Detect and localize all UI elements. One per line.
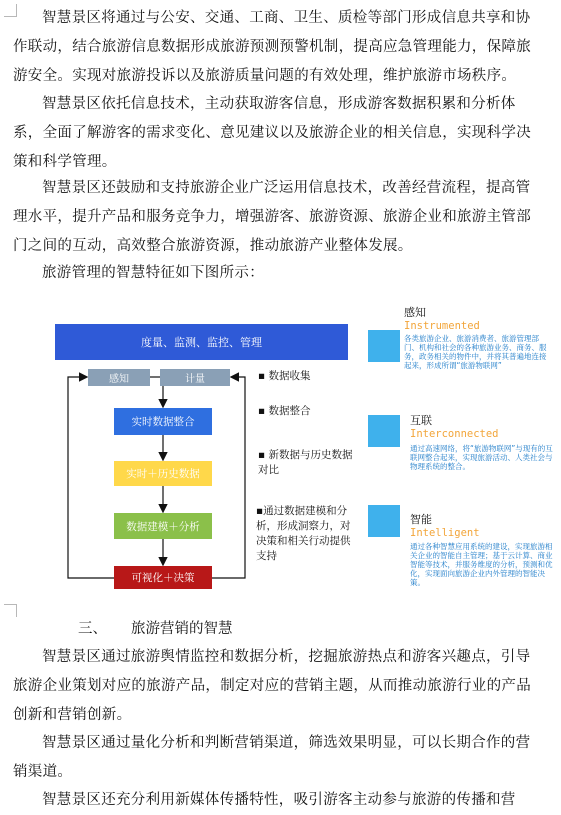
card-english-title: Instrumented xyxy=(404,320,480,332)
step-note: ▪ 数据整合 xyxy=(258,405,311,417)
page-corner-mark xyxy=(4,604,17,617)
card-square-icon xyxy=(368,415,400,447)
feedback-loop-right xyxy=(212,377,245,578)
section-title: 旅游营销的智慧 xyxy=(131,621,233,637)
step-note: ▪ 数据收集 xyxy=(258,370,311,382)
step-realtime-integration: 实时数据整合 xyxy=(114,408,212,435)
card-square-icon xyxy=(368,505,400,537)
step-visualization-decision: 可视化＋决策 xyxy=(114,566,212,589)
section-heading xyxy=(78,616,233,642)
card-description: 各类旅游企业、旅游消费者、旅游管理部门、机构和社会的各种旅游业务、商务、服务，政务相关的物件中，并将其普遍地连接起来，形成所谓“旅游物联网” xyxy=(404,334,547,370)
paragraph: 智慧景区还鼓励和支持旅游企业广泛运用信息技术，改善经营流程，提高管理水平，提升产品和服务竞争力，增强游客、旅游资源、旅游企业和旅游主管部门之间的互动，高效整合旅游资源，推动旅游产业整体发展。 xyxy=(13,180,531,254)
card-english-title: Intelligent xyxy=(410,527,480,539)
card-title: 智能 xyxy=(410,513,432,526)
paragraph: 智慧景区依托信息技术，主动获取游客信息，形成游客数据积累和分析体系，全面了解游客的需求变化、意见建议以及旅游企业的相关信息，实现科学决策和科学管理。 xyxy=(13,96,531,170)
card-square-icon xyxy=(368,330,400,362)
step-note: ▪ 新数据与历史数据对比 xyxy=(258,449,353,476)
card-title: 互联 xyxy=(410,414,432,427)
paragraph: 旅游管理的智慧特征如下图所示： xyxy=(42,265,264,281)
feedback-loop-left xyxy=(68,377,114,578)
top-bar: 度量、监测、监控、管理 xyxy=(55,324,348,360)
measure-pill: 计量 xyxy=(160,369,230,386)
card-english-title: Interconnected xyxy=(410,428,499,440)
paragraph: 智慧景区将通过与公安、交通、工商、卫生、质检等部门形成信息共享和协作联动，结合旅游信息数据形成旅游预测预警机制，提高应急管理能力，保障旅游安全。实现对旅游投诉以及旅游质量问题的有效处理，维护旅游市场秩序。 xyxy=(13,10,531,84)
card-title: 感知 xyxy=(404,306,426,319)
card-description: 通过高速网络，将“旅游物联网”与现有的互联网整合起来，实现旅游活动、人类社会与物理系统的整合。 xyxy=(410,444,553,471)
sense-pill: 感知 xyxy=(88,369,150,386)
section-number: 三、 xyxy=(78,621,107,637)
card-description: 通过各种智慧应用系统的建设，实现旅游相关企业的智能自主管理；基于云计算、商业智能等技术，并服务维度的分析，预测和优化，实现面向旅游企业内外管理的智能决策。 xyxy=(410,542,553,587)
step-modeling-analysis: 数据建模＋分析 xyxy=(114,513,212,539)
step-realtime-history: 实时＋历史数据 xyxy=(114,461,212,486)
paragraph: 智慧景区还充分利用新媒体传播特性，吸引游客主动参与旅游的传播和营 xyxy=(42,792,516,808)
paragraph: 智慧景区通过旅游舆情监控和数据分析，挖掘旅游热点和游客兴趣点，引导旅游企业策划对应的旅游产品，制定对应的营销主题，从而推动旅游行业的产品创新和营销创新。 xyxy=(13,649,531,723)
step-note: ▪通过数据建模和分析，形成洞察力，对决策和相关行动提供支持 xyxy=(256,505,351,562)
paragraph: 智慧景区通过量化分析和判断营销渠道，筛选效果明显，可以长期合作的营销渠道。 xyxy=(13,735,531,780)
